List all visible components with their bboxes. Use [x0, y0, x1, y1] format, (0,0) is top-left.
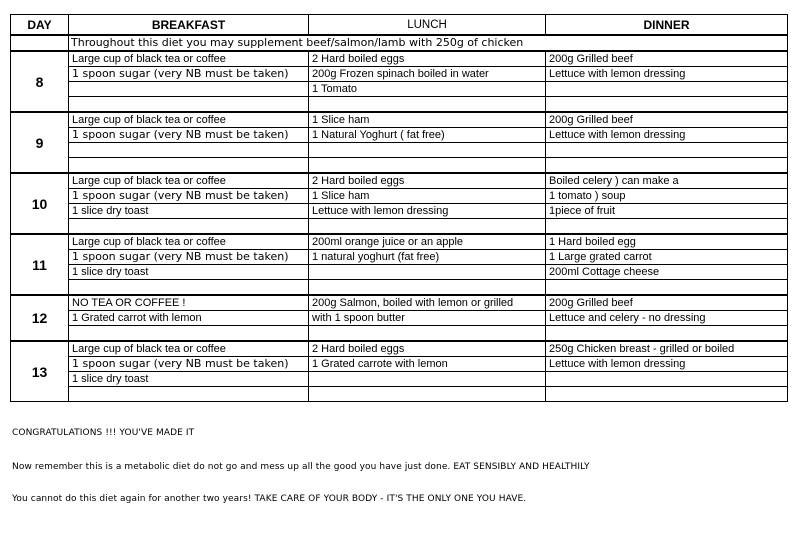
lunch-cell: 1 Grated carrote with lemon: [309, 357, 546, 372]
dinner-cell: [546, 143, 788, 158]
breakfast-cell: 1 slice dry toast: [69, 204, 309, 219]
dinner-cell: [546, 387, 788, 402]
day-number: 9: [11, 112, 69, 173]
meal-row: [11, 189, 788, 204]
meal-row: [11, 82, 788, 97]
lunch-cell: 1 Natural Yoghurt ( fat free): [309, 128, 546, 143]
meal-row: [11, 97, 788, 113]
meal-row: [11, 372, 788, 387]
meal-row: [11, 143, 788, 158]
day-block: [11, 295, 788, 341]
dinner-cell: 250g Chicken breast - grilled or boiled: [546, 341, 788, 357]
meal-row: [11, 173, 788, 189]
congratulations-text: CONGRATULATIONS !!! YOU'VE MADE IT: [12, 428, 195, 438]
dinner-cell: 1 Large grated carrot: [546, 250, 788, 265]
day-block: [11, 112, 788, 173]
meal-row: [11, 158, 788, 174]
breakfast-cell: Large cup of black tea or coffee: [69, 51, 309, 67]
breakfast-cell: [69, 326, 309, 342]
breakfast-cell: 1 slice dry toast: [69, 372, 309, 387]
meal-row: [11, 112, 788, 128]
supplement-note: Throughout this diet you may supplement beef/salmon/lamb with 250g of chicken: [69, 35, 788, 51]
lunch-cell: 1 Tomato: [309, 82, 546, 97]
breakfast-cell: 1 Grated carrot with lemon: [69, 311, 309, 326]
note-row: [11, 35, 788, 51]
lunch-cell: [309, 280, 546, 296]
dinner-cell: 200g Grilled beef: [546, 51, 788, 67]
meal-row: [11, 357, 788, 372]
breakfast-cell: 1 spoon sugar (very NB must be taken): [69, 128, 309, 143]
dinner-header: DINNER: [546, 15, 788, 36]
dinner-cell: 1 tomato ) soup: [546, 189, 788, 204]
lunch-cell: [309, 97, 546, 113]
dinner-cell: [546, 219, 788, 235]
meal-row: [11, 341, 788, 357]
day-header: DAY: [11, 15, 69, 36]
breakfast-cell: [69, 143, 309, 158]
breakfast-cell: [69, 280, 309, 296]
meal-row: [11, 219, 788, 235]
day-number: 10: [11, 173, 69, 234]
lunch-cell: [309, 387, 546, 402]
lunch-cell: 200ml orange juice or an apple: [309, 234, 546, 250]
dinner-cell: [546, 82, 788, 97]
breakfast-cell: Large cup of black tea or coffee: [69, 234, 309, 250]
meal-row: [11, 51, 788, 67]
diet-table: [10, 14, 788, 402]
breakfast-cell: 1 spoon sugar (very NB must be taken): [69, 189, 309, 204]
breakfast-cell: Large cup of black tea or coffee: [69, 173, 309, 189]
breakfast-cell: [69, 219, 309, 235]
dinner-cell: [546, 372, 788, 387]
metabolic-reminder-text: Now remember this is a metabolic diet do not go and mess up all the good you have just done. EAT SENSIBLY AND HEALTHILY: [12, 462, 590, 472]
day-block: [11, 51, 788, 112]
meal-row: [11, 295, 788, 311]
breakfast-cell: [69, 97, 309, 113]
meal-row: [11, 250, 788, 265]
lunch-cell: [309, 372, 546, 387]
dinner-cell: 200g Grilled beef: [546, 112, 788, 128]
dinner-cell: 200ml Cottage cheese: [546, 265, 788, 280]
breakfast-cell: NO TEA OR COFFEE !: [69, 295, 309, 311]
meal-row: [11, 387, 788, 402]
breakfast-cell: [69, 158, 309, 174]
day-block: [11, 173, 788, 234]
breakfast-cell: [69, 387, 309, 402]
lunch-cell: [309, 265, 546, 280]
meal-row: [11, 311, 788, 326]
breakfast-cell: 1 spoon sugar (very NB must be taken): [69, 357, 309, 372]
lunch-cell: 1 Slice ham: [309, 112, 546, 128]
diet-sheet: [10, 14, 787, 402]
header-row: [11, 15, 788, 36]
lunch-cell: 2 Hard boiled eggs: [309, 341, 546, 357]
dinner-cell: Lettuce and celery - no dressing: [546, 311, 788, 326]
day-number: 11: [11, 234, 69, 295]
breakfast-cell: 1 spoon sugar (very NB must be taken): [69, 67, 309, 82]
lunch-cell: Lettuce with lemon dressing: [309, 204, 546, 219]
dinner-cell: Lettuce with lemon dressing: [546, 357, 788, 372]
dinner-cell: [546, 326, 788, 342]
lunch-cell: [309, 219, 546, 235]
lunch-cell: 1 Slice ham: [309, 189, 546, 204]
lunch-cell: 2 Hard boiled eggs: [309, 173, 546, 189]
lunch-cell: 2 Hard boiled eggs: [309, 51, 546, 67]
breakfast-cell: 1 slice dry toast: [69, 265, 309, 280]
dinner-cell: [546, 158, 788, 174]
meal-row: [11, 204, 788, 219]
meal-row: [11, 128, 788, 143]
day-number: 13: [11, 341, 69, 402]
take-care-text: You cannot do this diet again for another two years! TAKE CARE OF YOUR BODY - IT'S THE ONLY ONE YOU HAVE.: [12, 494, 527, 504]
dinner-cell: Lettuce with lemon dressing: [546, 128, 788, 143]
dinner-cell: Lettuce with lemon dressing: [546, 67, 788, 82]
meal-row: [11, 265, 788, 280]
dinner-cell: 1piece of fruit: [546, 204, 788, 219]
lunch-cell: with 1 spoon butter: [309, 311, 546, 326]
meal-row: [11, 280, 788, 296]
meal-row: [11, 326, 788, 342]
dinner-cell: 1 Hard boiled egg: [546, 234, 788, 250]
day-block: [11, 341, 788, 402]
lunch-cell: [309, 158, 546, 174]
breakfast-cell: [69, 82, 309, 97]
lunch-cell: [309, 326, 546, 342]
lunch-header: LUNCH: [309, 15, 546, 36]
lunch-cell: [309, 143, 546, 158]
lunch-cell: 200g Salmon, boiled with lemon or grilled: [309, 295, 546, 311]
breakfast-cell: Large cup of black tea or coffee: [69, 341, 309, 357]
day-number: 12: [11, 295, 69, 341]
breakfast-cell: 1 spoon sugar (very NB must be taken): [69, 250, 309, 265]
dinner-cell: Boiled celery ) can make a: [546, 173, 788, 189]
day-block: [11, 234, 788, 295]
meal-row: [11, 67, 788, 82]
day-number: 8: [11, 51, 69, 112]
lunch-cell: 1 natural yoghurt (fat free): [309, 250, 546, 265]
dinner-cell: [546, 280, 788, 296]
lunch-cell: 200g Frozen spinach boiled in water: [309, 67, 546, 82]
meal-row: [11, 234, 788, 250]
dinner-cell: 200g Grilled beef: [546, 295, 788, 311]
breakfast-cell: Large cup of black tea or coffee: [69, 112, 309, 128]
dinner-cell: [546, 97, 788, 113]
breakfast-header: BREAKFAST: [69, 15, 309, 36]
